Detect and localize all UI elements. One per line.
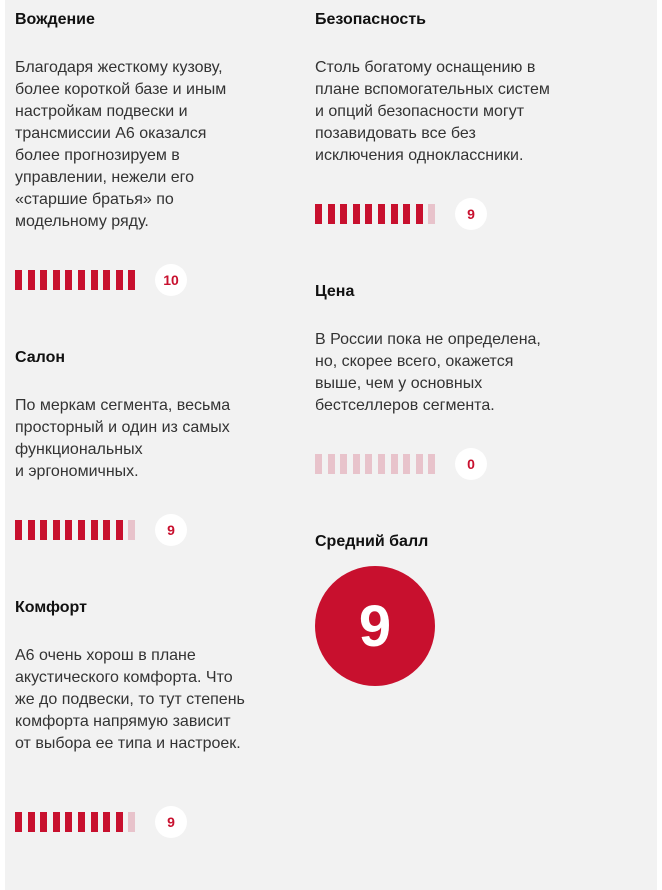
score-segment	[353, 454, 360, 474]
score-segment	[53, 520, 60, 540]
score-segment	[315, 454, 322, 474]
score-segment	[28, 812, 35, 832]
score-badge: 0	[455, 448, 487, 480]
score-segment	[328, 454, 335, 474]
section-description: По меркам сегмента, весьма просторный и один из самых функциональных и эргономичных.	[15, 397, 231, 480]
score-segment	[91, 812, 98, 832]
average-score-circle: 9	[315, 566, 435, 686]
score-segment	[340, 454, 347, 474]
score-segment	[391, 204, 398, 224]
score-segment	[40, 812, 47, 832]
score-segment	[103, 520, 110, 540]
score-segment	[15, 812, 22, 832]
section-description: Благодаря жесткому кузову, более короткой базе и иным настройкам подвески и трансмиссии А6 оказался более прогнозируем в управлении, нежели его «старшие братья» по модельному ряду.	[15, 59, 227, 230]
score-segment	[65, 812, 72, 832]
score-segment	[78, 812, 85, 832]
score-bar	[315, 204, 445, 224]
score-segment	[28, 520, 35, 540]
score-segment	[315, 204, 322, 224]
score-segment	[103, 812, 110, 832]
score-segment	[53, 270, 60, 290]
score-segment	[403, 454, 410, 474]
score-segment	[416, 204, 423, 224]
section-title: Комфорт	[15, 599, 87, 616]
score-badge: 10	[155, 264, 187, 296]
score-segment	[116, 520, 123, 540]
score-segment	[78, 520, 85, 540]
score-badge: 9	[155, 806, 187, 838]
score-segment	[428, 454, 435, 474]
section-description: В России пока не определена, но, скорее всего, окажется выше, чем у основных бестселлеров сегмента.	[315, 331, 541, 414]
section-title: Цена	[315, 283, 355, 300]
score-segment	[116, 812, 123, 832]
score-segment	[353, 204, 360, 224]
score-segment	[340, 204, 347, 224]
score-segment	[128, 812, 135, 832]
average-title: Средний балл	[315, 533, 429, 550]
score-segment	[365, 454, 372, 474]
score-segment	[53, 812, 60, 832]
score-bar	[15, 270, 145, 290]
score-segment	[91, 520, 98, 540]
score-segment	[391, 454, 398, 474]
score-segment	[128, 270, 135, 290]
score-segment	[65, 520, 72, 540]
score-segment	[65, 270, 72, 290]
score-segment	[103, 270, 110, 290]
score-segment	[116, 270, 123, 290]
score-segment	[15, 270, 22, 290]
section-description: А6 очень хорош в плане акустического комфорта. Что же до подвески, то тут степень комфорта напрямую зависит от выбора ее типа и настроек.	[15, 647, 245, 752]
score-segment	[378, 204, 385, 224]
section-description: Столь богатому оснащению в плане вспомогательных систем и опций безопасности могут позавидовать все без исключения одноклассники.	[315, 59, 550, 164]
score-badge: 9	[155, 514, 187, 546]
score-segment	[416, 454, 423, 474]
score-segment	[428, 204, 435, 224]
score-segment	[378, 454, 385, 474]
score-segment	[91, 270, 98, 290]
score-segment	[78, 270, 85, 290]
score-bar	[15, 520, 145, 540]
section-title: Безопасность	[315, 11, 426, 28]
section-title: Салон	[15, 349, 66, 366]
score-bar	[15, 812, 145, 832]
score-badge: 9	[455, 198, 487, 230]
score-segment	[40, 270, 47, 290]
score-segment	[28, 270, 35, 290]
score-segment	[15, 520, 22, 540]
score-segment	[328, 204, 335, 224]
score-bar	[315, 454, 445, 474]
score-segment	[128, 520, 135, 540]
score-segment	[403, 204, 410, 224]
score-segment	[365, 204, 372, 224]
section-title: Вождение	[15, 11, 95, 28]
score-segment	[40, 520, 47, 540]
